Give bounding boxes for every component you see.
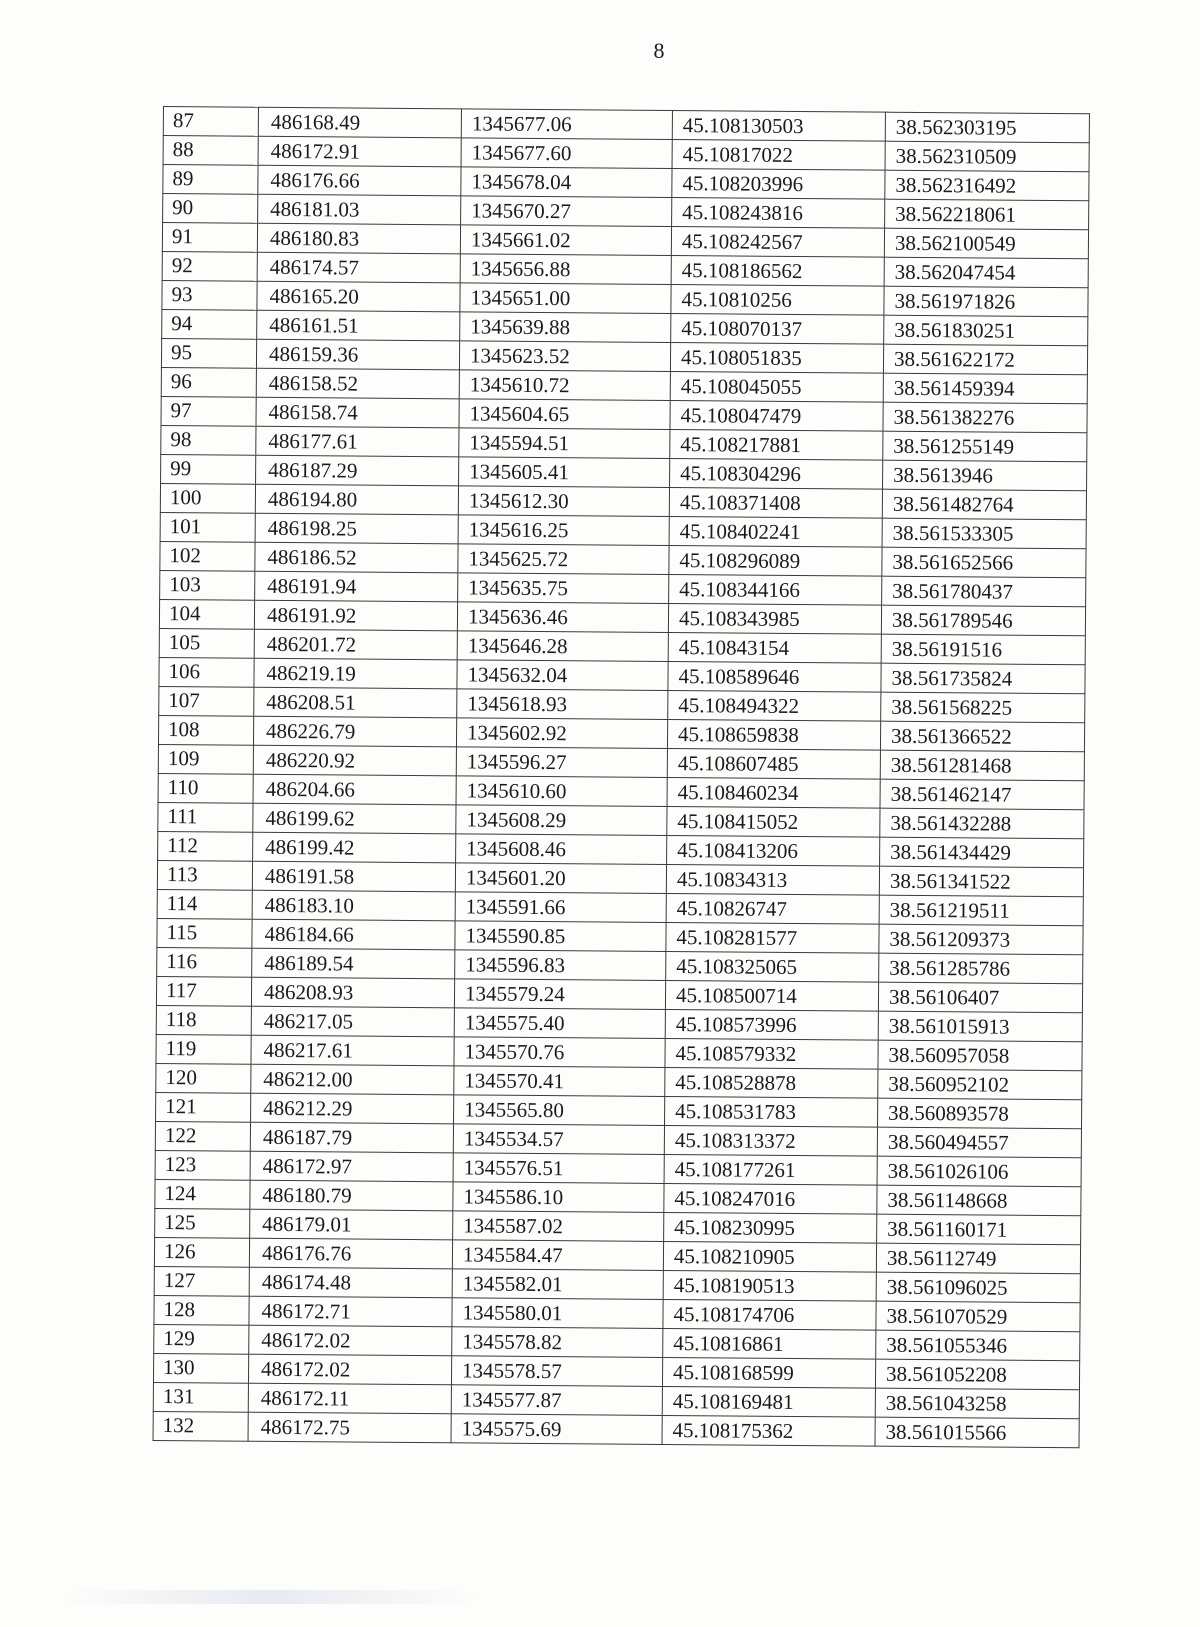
longitude-cell: 38.561219511 [879,895,1083,926]
latitude-cell: 45.108186562 [671,255,884,286]
latitude-cell: 45.108242567 [671,226,884,257]
point-number-cell: 101 [160,512,255,542]
x-coordinate-cell: 486161.51 [257,310,460,341]
x-coordinate-cell: 486159.36 [256,339,459,370]
point-number-cell: 90 [163,194,258,224]
latitude-cell: 45.108344166 [669,574,882,605]
longitude-cell: 38.561568225 [881,692,1085,723]
latitude-cell: 45.108203996 [672,168,885,199]
y-coordinate-cell: 1345677.60 [461,138,672,169]
y-coordinate-cell: 1345636.46 [457,602,668,633]
x-coordinate-cell: 486208.51 [254,687,457,718]
latitude-cell: 45.108210905 [663,1241,876,1272]
point-number-cell: 105 [159,628,254,658]
y-coordinate-cell: 1345591.66 [455,892,666,923]
x-coordinate-cell: 486212.00 [251,1064,454,1095]
y-coordinate-cell: 1345623.52 [459,341,670,372]
latitude-cell: 45.10843154 [668,632,881,663]
longitude-cell: 38.561830251 [884,315,1088,346]
point-number-cell: 103 [160,570,255,600]
x-coordinate-cell: 486217.61 [251,1035,454,1066]
latitude-cell: 45.10817022 [672,140,885,171]
longitude-cell: 38.560952102 [878,1069,1082,1100]
longitude-cell: 38.561735824 [881,663,1085,694]
point-number-cell: 108 [158,715,253,745]
longitude-cell: 38.561148668 [877,1185,1081,1216]
y-coordinate-cell: 1345596.83 [455,950,666,981]
latitude-cell: 45.108130503 [672,111,885,142]
y-coordinate-cell: 1345576.51 [453,1153,664,1184]
x-coordinate-cell: 486172.02 [248,1354,451,1385]
y-coordinate-cell: 1345646.28 [457,631,668,662]
y-coordinate-cell: 1345670.27 [461,196,672,227]
latitude-cell: 45.108175362 [662,1415,875,1446]
longitude-cell: 38.561434429 [880,837,1084,868]
latitude-cell: 45.108169481 [662,1386,875,1417]
longitude-cell: 38.560494557 [877,1127,1081,1158]
x-coordinate-cell: 486174.48 [249,1267,452,1298]
latitude-cell: 45.108659838 [667,719,880,750]
point-number-cell: 128 [154,1295,249,1325]
longitude-cell: 38.561789546 [881,605,1085,636]
longitude-cell: 38.561482764 [882,489,1086,520]
latitude-cell: 45.108415052 [667,806,880,837]
y-coordinate-cell: 1345656.88 [460,254,671,285]
longitude-cell: 38.561255149 [883,431,1087,462]
y-coordinate-cell: 1345605.41 [459,457,670,488]
longitude-cell: 38.561026106 [877,1156,1081,1187]
longitude-cell: 38.561055346 [876,1330,1080,1361]
longitude-cell: 38.561622172 [883,344,1087,375]
x-coordinate-cell: 486172.11 [248,1383,451,1414]
y-coordinate-cell: 1345639.88 [460,312,671,343]
point-number-cell: 106 [159,657,254,687]
y-coordinate-cell: 1345661.02 [460,225,671,256]
y-coordinate-cell: 1345608.29 [456,805,667,836]
x-coordinate-cell: 486194.80 [255,484,458,515]
point-number-cell: 118 [156,1005,251,1035]
latitude-cell: 45.108531783 [665,1096,878,1127]
longitude-cell: 38.5613946 [883,460,1087,491]
page-number: 8 [653,38,665,63]
latitude-cell: 45.108190513 [663,1270,876,1301]
x-coordinate-cell: 486177.61 [256,426,459,457]
latitude-cell: 45.108174706 [663,1299,876,1330]
point-number-cell: 99 [161,454,256,484]
latitude-cell: 45.108528878 [665,1067,878,1098]
x-coordinate-cell: 486180.79 [250,1180,453,1211]
y-coordinate-cell: 1345587.02 [453,1211,664,1242]
latitude-cell: 45.108296089 [669,545,882,576]
point-number-cell: 93 [162,280,257,310]
longitude-cell: 38.561096025 [876,1272,1080,1303]
longitude-cell: 38.561015913 [878,1011,1082,1042]
y-coordinate-cell: 1345677.06 [461,109,672,140]
y-coordinate-cell: 1345604.65 [459,399,670,430]
x-coordinate-cell: 486174.57 [257,252,460,283]
latitude-cell: 45.108168599 [662,1357,875,1388]
point-number-cell: 122 [155,1121,250,1151]
y-coordinate-cell: 1345610.60 [456,776,667,807]
longitude-cell: 38.561015566 [875,1417,1079,1448]
point-number-cell: 124 [155,1179,250,1209]
longitude-cell: 38.561285786 [879,953,1083,984]
point-number-cell: 132 [153,1411,248,1441]
x-coordinate-cell: 486168.49 [258,107,461,138]
y-coordinate-cell: 1345575.40 [454,1008,665,1039]
x-coordinate-cell: 486172.02 [249,1325,452,1356]
point-number-cell: 102 [160,541,255,571]
latitude-cell: 45.108047479 [670,400,883,431]
x-coordinate-cell: 486172.75 [248,1412,451,1443]
longitude-cell: 38.562218061 [885,199,1089,230]
point-number-cell: 121 [156,1092,251,1122]
point-number-cell: 120 [156,1063,251,1093]
point-number-cell: 110 [158,773,253,803]
point-number-cell: 104 [159,599,254,629]
longitude-cell: 38.561533305 [882,518,1086,549]
point-number-cell: 94 [162,309,257,339]
longitude-cell: 38.56106407 [878,982,1082,1013]
latitude-cell: 45.108343985 [668,603,881,634]
latitude-cell: 45.108243816 [672,197,885,228]
y-coordinate-cell: 1345608.46 [456,834,667,865]
point-number-cell: 112 [158,831,253,861]
y-coordinate-cell: 1345570.41 [454,1066,665,1097]
point-number-cell: 92 [162,251,257,281]
point-number-cell: 126 [154,1237,249,1267]
x-coordinate-cell: 486219.19 [254,658,457,689]
coordinates-table [153,106,1090,1448]
y-coordinate-cell: 1345578.57 [451,1356,662,1387]
latitude-cell: 45.108460234 [667,777,880,808]
longitude-cell: 38.561052208 [875,1359,1079,1390]
longitude-cell: 38.561070529 [876,1301,1080,1332]
x-coordinate-cell: 486191.58 [252,861,455,892]
longitude-cell: 38.561341522 [879,866,1083,897]
x-coordinate-cell: 486176.76 [249,1238,452,1269]
longitude-cell: 38.560957058 [878,1040,1082,1071]
y-coordinate-cell: 1345678.04 [461,167,672,198]
longitude-cell: 38.560893578 [878,1098,1082,1129]
y-coordinate-cell: 1345534.57 [453,1124,664,1155]
longitude-cell: 38.562047454 [884,257,1088,288]
latitude-cell: 45.10816861 [663,1328,876,1359]
latitude-cell: 45.108177261 [664,1154,877,1185]
latitude-cell: 45.108070137 [671,313,884,344]
x-coordinate-cell: 486158.74 [256,397,459,428]
y-coordinate-cell: 1345616.25 [458,515,669,546]
y-coordinate-cell: 1345570.76 [454,1037,665,1068]
longitude-cell: 38.561459394 [883,373,1087,404]
latitude-cell: 45.108247016 [664,1183,877,1214]
y-coordinate-cell: 1345596.27 [456,747,667,778]
point-number-cell: 116 [157,947,252,977]
point-number-cell: 113 [157,860,252,890]
latitude-cell: 45.108051835 [670,342,883,373]
point-number-cell: 130 [153,1353,248,1383]
x-coordinate-cell: 486187.29 [256,455,459,486]
point-number-cell: 127 [154,1266,249,1296]
latitude-cell: 45.108413206 [667,835,880,866]
longitude-cell: 38.561971826 [884,286,1088,317]
longitude-cell: 38.561209373 [879,924,1083,955]
y-coordinate-cell: 1345651.00 [460,283,671,314]
point-number-cell: 117 [156,976,251,1006]
x-coordinate-cell: 486217.05 [251,1006,454,1037]
longitude-cell: 38.56112749 [876,1243,1080,1274]
longitude-cell: 38.561160171 [877,1214,1081,1245]
y-coordinate-cell: 1345612.30 [458,486,669,517]
x-coordinate-cell: 486187.79 [250,1122,453,1153]
x-coordinate-cell: 486183.10 [252,890,455,921]
point-number-cell: 119 [156,1034,251,1064]
latitude-cell: 45.108579332 [665,1038,878,1069]
point-number-cell: 129 [154,1324,249,1354]
latitude-cell: 45.108371408 [669,487,882,518]
y-coordinate-cell: 1345575.69 [451,1414,662,1445]
longitude-cell: 38.562303195 [885,112,1089,143]
longitude-cell: 38.561780437 [882,576,1086,607]
point-number-cell: 115 [157,918,252,948]
point-number-cell: 111 [158,802,253,832]
x-coordinate-cell: 486172.71 [249,1296,452,1327]
point-number-cell: 89 [163,165,258,195]
point-number-cell: 88 [163,136,258,166]
latitude-cell: 45.108313372 [664,1125,877,1156]
latitude-cell: 45.108230995 [664,1212,877,1243]
x-coordinate-cell: 486204.66 [253,774,456,805]
longitude-cell: 38.561462147 [880,779,1084,810]
y-coordinate-cell: 1345584.47 [452,1240,663,1271]
y-coordinate-cell: 1345582.01 [452,1269,663,1300]
latitude-cell: 45.108494322 [668,690,881,721]
latitude-cell: 45.108573996 [665,1009,878,1040]
coordinates-table-body [153,107,1089,1448]
y-coordinate-cell: 1345579.24 [454,979,665,1010]
y-coordinate-cell: 1345601.20 [455,863,666,894]
latitude-cell: 45.108500714 [665,980,878,1011]
point-number-cell: 114 [157,889,252,919]
point-number-cell: 131 [153,1382,248,1412]
x-coordinate-cell: 486199.62 [253,803,456,834]
x-coordinate-cell: 486165.20 [257,281,460,312]
latitude-cell: 45.108402241 [669,516,882,547]
latitude-cell: 45.108304296 [670,458,883,489]
latitude-cell: 45.108325065 [666,951,879,982]
x-coordinate-cell: 486201.72 [254,629,457,660]
x-coordinate-cell: 486189.54 [252,948,455,979]
y-coordinate-cell: 1345577.87 [451,1385,662,1416]
x-coordinate-cell: 486208.93 [251,977,454,1008]
point-number-cell: 91 [162,223,257,253]
y-coordinate-cell: 1345632.04 [457,660,668,691]
x-coordinate-cell: 486186.52 [255,542,458,573]
latitude-cell: 45.10834313 [666,864,879,895]
x-coordinate-cell: 486158.52 [256,368,459,399]
latitude-cell: 45.108589646 [668,661,881,692]
point-number-cell: 123 [155,1150,250,1180]
x-coordinate-cell: 486191.92 [254,600,457,631]
x-coordinate-cell: 486212.29 [251,1093,454,1124]
y-coordinate-cell: 1345602.92 [456,718,667,749]
y-coordinate-cell: 1345586.10 [453,1182,664,1213]
longitude-cell: 38.561043258 [875,1388,1079,1419]
latitude-cell: 45.108607485 [667,748,880,779]
y-coordinate-cell: 1345565.80 [454,1095,665,1126]
longitude-cell: 38.561281468 [880,750,1084,781]
y-coordinate-cell: 1345590.85 [455,921,666,952]
latitude-cell: 45.10810256 [671,284,884,315]
latitude-cell: 45.10826747 [666,893,879,924]
latitude-cell: 45.108217881 [670,429,883,460]
x-coordinate-cell: 486179.01 [250,1209,453,1240]
coordinates-table-container [153,106,1033,1448]
x-coordinate-cell: 486198.25 [255,513,458,544]
x-coordinate-cell: 486172.97 [250,1151,453,1182]
point-number-cell: 87 [163,107,258,137]
point-number-cell: 97 [161,396,256,426]
longitude-cell: 38.562316492 [885,170,1089,201]
x-coordinate-cell: 486220.92 [253,745,456,776]
scan-artifact [60,1590,480,1604]
x-coordinate-cell: 486199.42 [253,832,456,863]
point-number-cell: 107 [159,686,254,716]
longitude-cell: 38.561652566 [882,547,1086,578]
y-coordinate-cell: 1345635.75 [458,573,669,604]
y-coordinate-cell: 1345618.93 [457,689,668,720]
x-coordinate-cell: 486181.03 [258,194,461,225]
longitude-cell: 38.562310509 [885,141,1089,172]
x-coordinate-cell: 486226.79 [253,716,456,747]
y-coordinate-cell: 1345610.72 [459,370,670,401]
x-coordinate-cell: 486180.83 [257,223,460,254]
latitude-cell: 45.108281577 [666,922,879,953]
longitude-cell: 38.561432288 [880,808,1084,839]
longitude-cell: 38.561382276 [883,402,1087,433]
point-number-cell: 125 [155,1208,250,1238]
latitude-cell: 45.108045055 [670,371,883,402]
x-coordinate-cell: 486172.91 [258,136,461,167]
x-coordinate-cell: 486191.94 [255,571,458,602]
point-number-cell: 109 [158,744,253,774]
longitude-cell: 38.56191516 [881,634,1085,665]
point-number-cell: 100 [160,483,255,513]
point-number-cell: 98 [161,425,256,455]
longitude-cell: 38.561366522 [880,721,1084,752]
point-number-cell: 95 [161,338,256,368]
y-coordinate-cell: 1345594.51 [459,428,670,459]
x-coordinate-cell: 486176.66 [258,165,461,196]
point-number-cell: 96 [161,367,256,397]
x-coordinate-cell: 486184.66 [252,919,455,950]
y-coordinate-cell: 1345625.72 [458,544,669,575]
longitude-cell: 38.562100549 [884,228,1088,259]
y-coordinate-cell: 1345580.01 [452,1298,663,1329]
y-coordinate-cell: 1345578.82 [452,1327,663,1358]
